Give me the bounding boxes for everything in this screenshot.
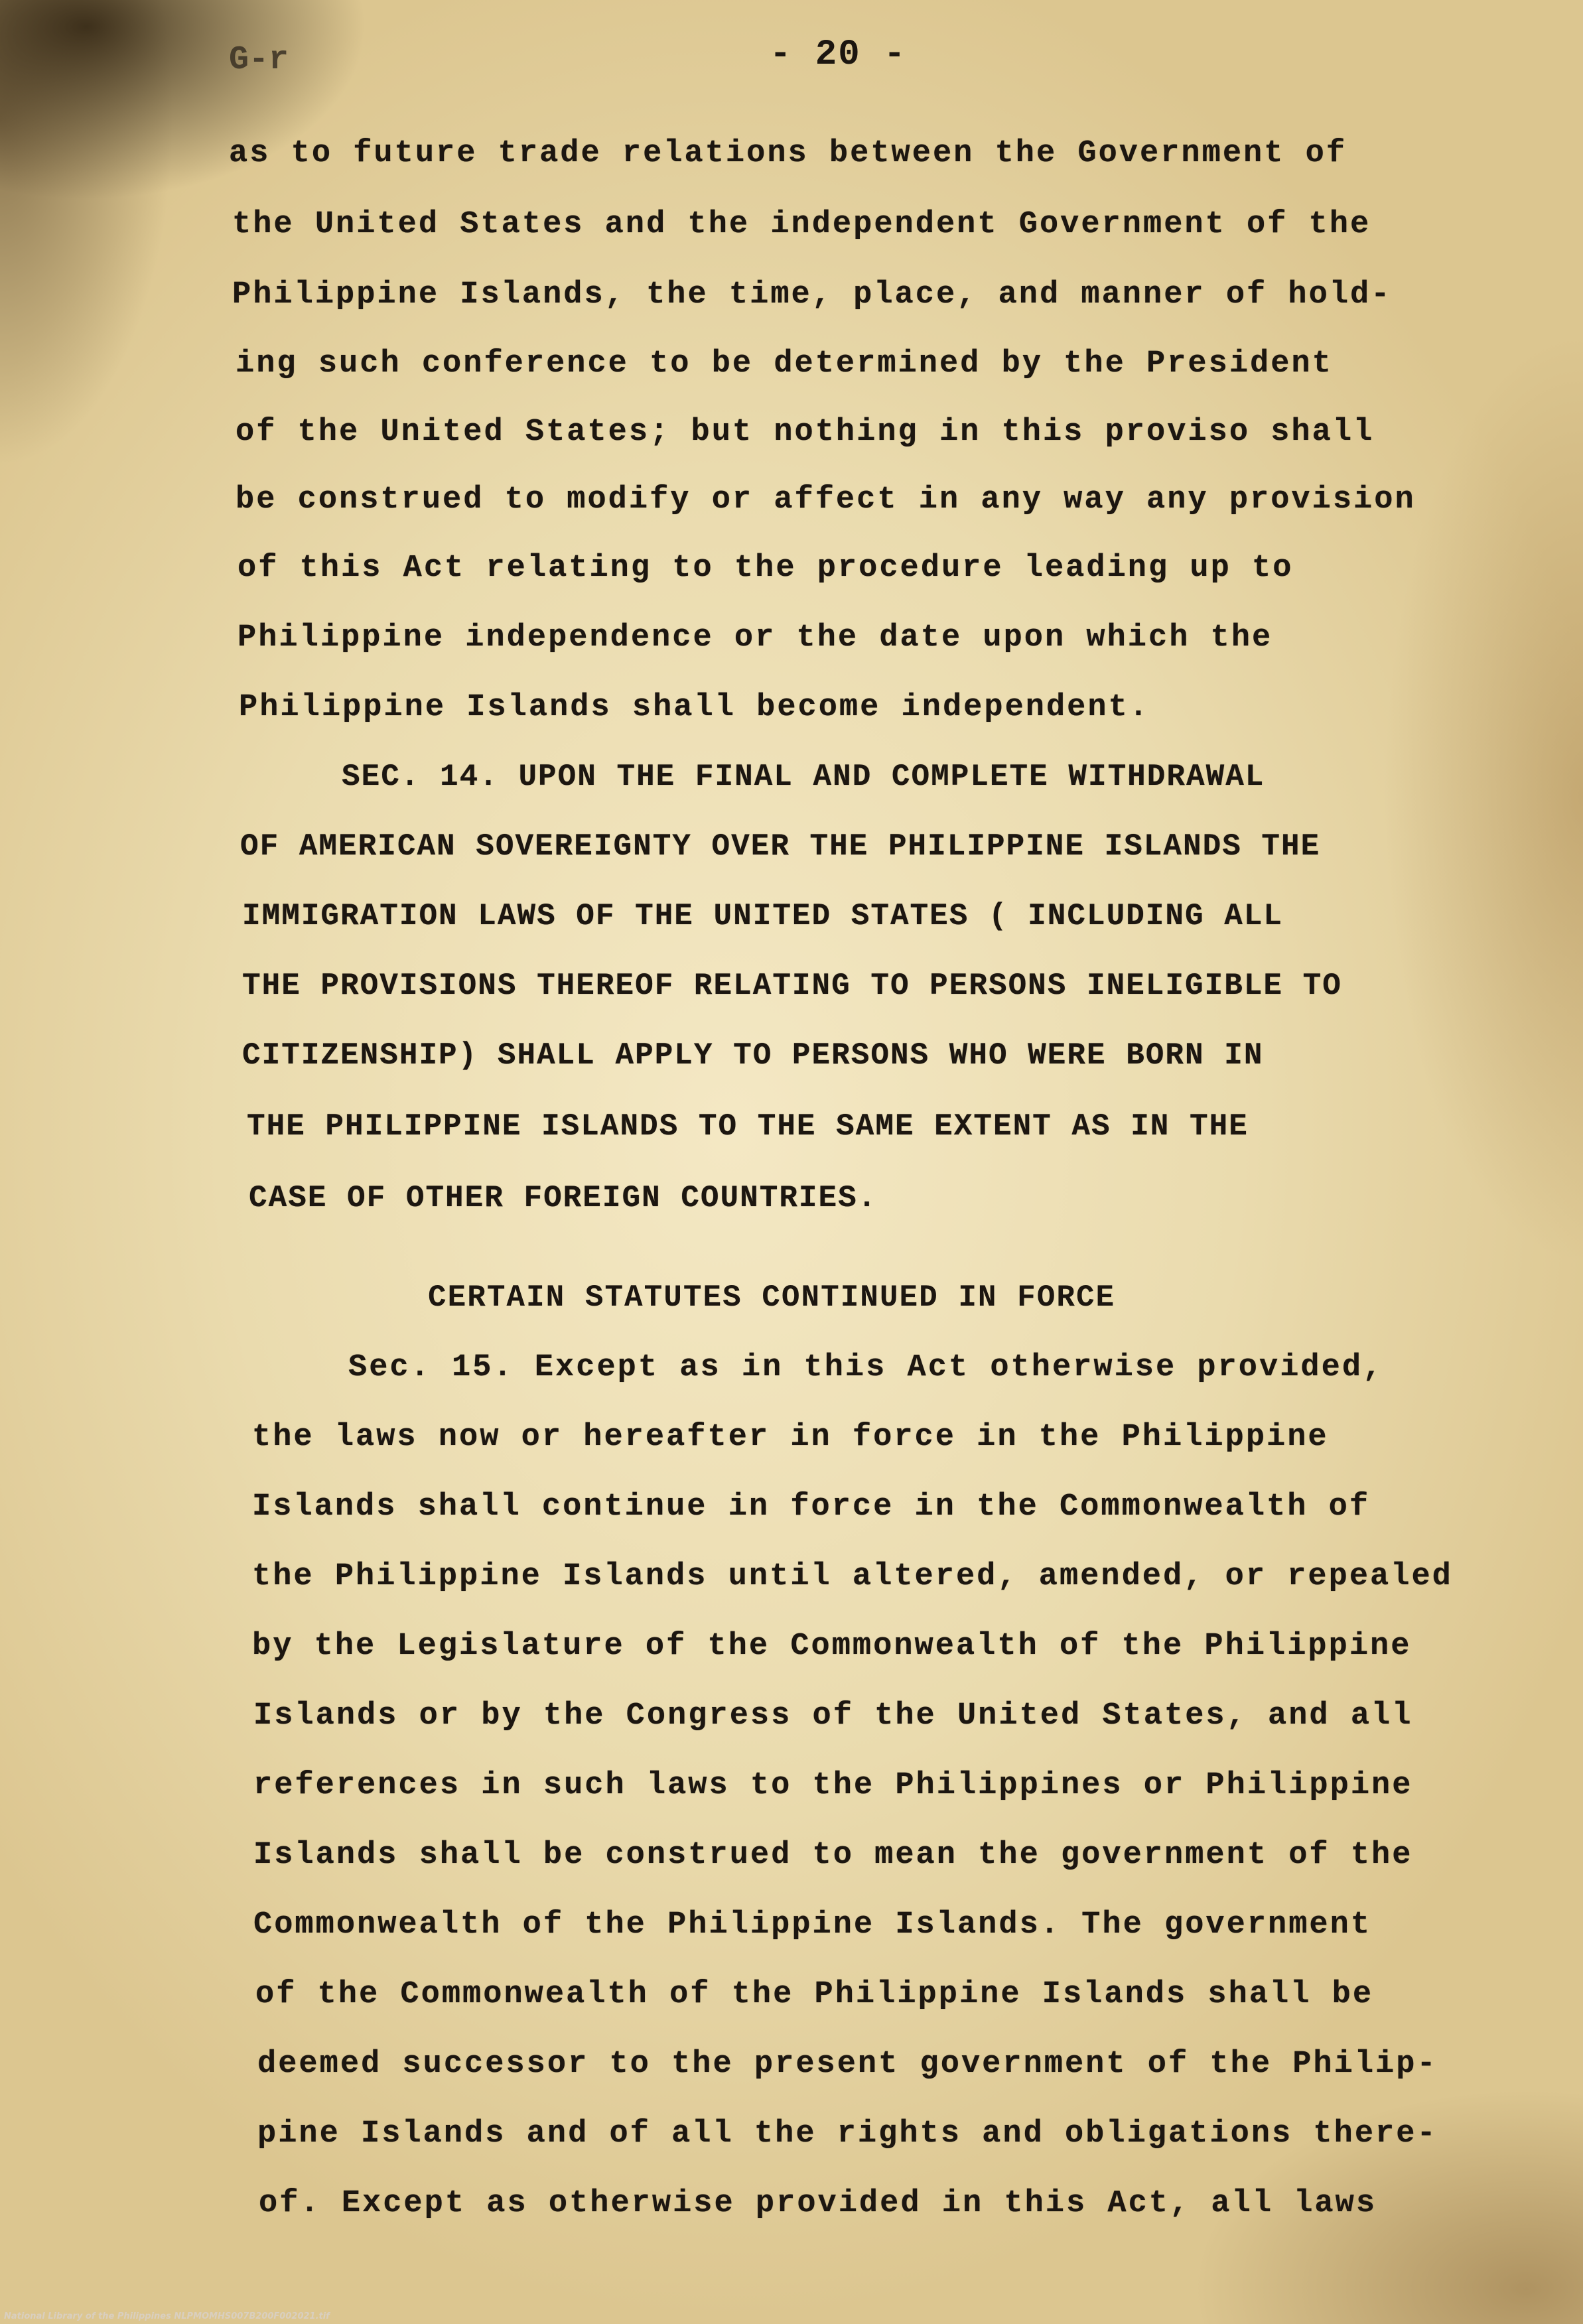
section-14-line: OF AMERICAN SOVEREIGNTY OVER THE PHILIPPINE ISLANDS THE [240, 829, 1321, 864]
text-line: the United States and the independent Government of the [232, 207, 1371, 242]
archive-footer: National Library of the Philippines NLPMOMHS007B200F002021.tif [4, 2311, 330, 2321]
text-line: as to future trade relations between the Government of [229, 136, 1347, 171]
text-line: Philippine Islands shall become independent. [239, 690, 1150, 725]
section-14-line: THE PROVISIONS THEREOF RELATING TO PERSONS INELIGIBLE TO [242, 969, 1342, 1003]
section-heading: CERTAIN STATUTES CONTINUED IN FORCE [428, 1280, 1116, 1315]
text-line: Philippine Islands, the time, place, and manner of hold- [232, 277, 1392, 312]
section-15-line: the laws now or hereafter in force in the Philippine [252, 1420, 1329, 1455]
section-15-line: references in such laws to the Philippines or Philippine [253, 1768, 1413, 1803]
section-15-line: pine Islands and of all the rights and obligations there- [257, 2116, 1438, 2152]
text-line: ing such conference to be determined by the President [236, 346, 1333, 381]
page-number: - 20 - [770, 34, 907, 75]
section-14-line: CASE OF OTHER FOREIGN COUNTRIES. [249, 1181, 878, 1215]
section-15-line: Islands shall be construed to mean the government of the [253, 1838, 1413, 1873]
section-15-line: of. Except as otherwise provided in this Act, all laws [259, 2186, 1377, 2221]
section-15-line: Commonwealth of the Philippine Islands. The government [253, 1907, 1372, 1943]
text-line: Philippine independence or the date upon which the [238, 620, 1273, 655]
section-15-line: deemed successor to the present government of the Philip- [257, 2047, 1438, 2082]
section-15-line: Islands or by the Congress of the United States, and all [253, 1698, 1413, 1734]
section-15-line: Sec. 15. Except as in this Act otherwise provided, [348, 1350, 1384, 1385]
section-15-line: by the Legislature of the Commonwealth of the Philippine [252, 1629, 1412, 1664]
text-line: of the United States; but nothing in this proviso shall [236, 415, 1375, 450]
text-line: of this Act relating to the procedure leading up to [238, 551, 1294, 586]
section-15-line: Islands shall continue in force in the Commonwealth of [252, 1489, 1371, 1525]
text-line: be construed to modify or affect in any way any provision [236, 482, 1416, 517]
section-15-line: the Philippine Islands until altered, amended, or repealed [252, 1559, 1453, 1594]
section-14-line: THE PHILIPPINE ISLANDS TO THE SAME EXTENT AS IN THE [247, 1109, 1249, 1144]
section-14-line: SEC. 14. UPON THE FINAL AND COMPLETE WITHDRAWAL [342, 760, 1265, 794]
section-14-line: CITIZENSHIP) SHALL APPLY TO PERSONS WHO WERE BORN IN [242, 1038, 1264, 1073]
section-14-line: IMMIGRATION LAWS OF THE UNITED STATES ( INCLUDING ALL [242, 899, 1284, 933]
document-code-mark: G-r [229, 41, 289, 79]
section-15-line: of the Commonwealth of the Philippine Islands shall be [255, 1977, 1374, 2012]
